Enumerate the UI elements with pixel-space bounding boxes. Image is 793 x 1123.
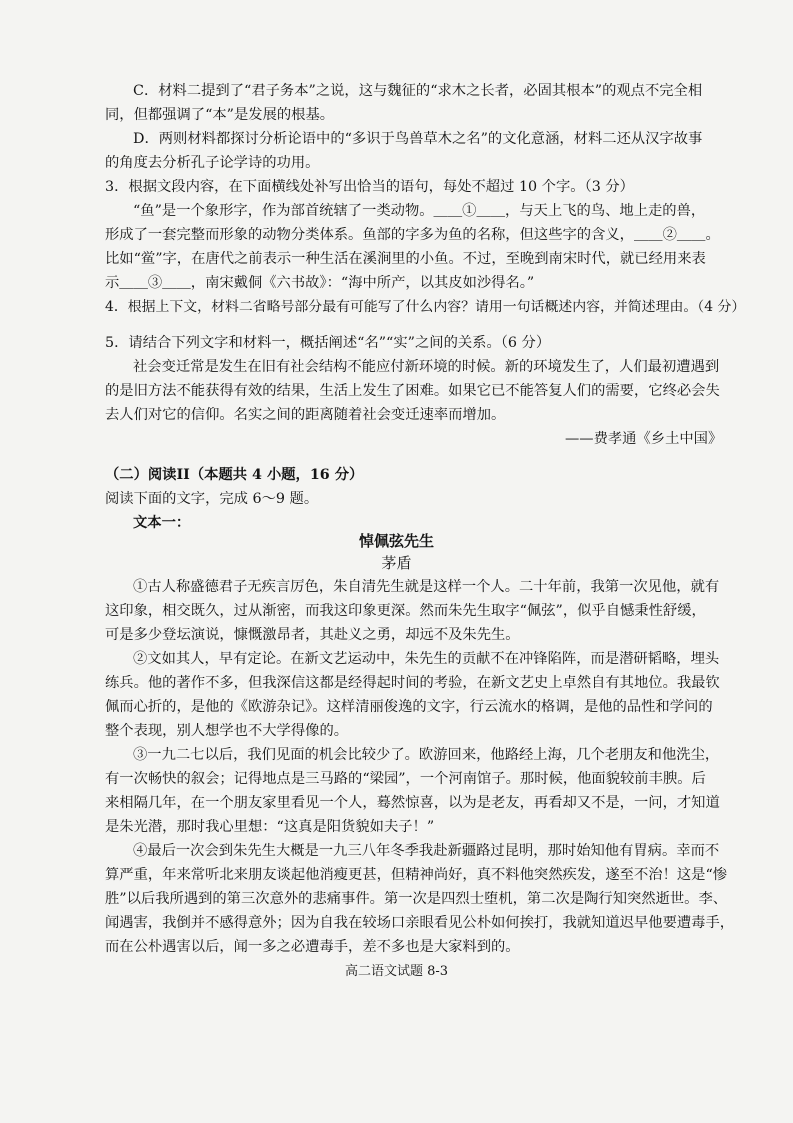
question-5: 5．请结合下列文字和材料一，概括阐述“名”“实”之间的关系。（6 分） [105, 335, 551, 351]
q5-quote-line3: 去人们对它的信仰。名实之间的距离随着社会变迁速率而增加。 [105, 407, 506, 423]
essay-p2-line1: ②文如其人，早有定论。在新文艺运动中，朱先生的贡献不在冲锋陷阵，而是潜研韬略，埋头 [133, 651, 720, 667]
q3-passage-line2: 形成了一套完整而形象的动物分类体系。鱼部的字多为鱼的名称，但这些字的含义，＿＿②＿＿。 [105, 227, 720, 243]
text-1-label: 文本一： [133, 515, 191, 531]
essay-p4-line3: 胜”以后我所遇到的第三次意外的悲痛事件。第一次是四烈士堕机，第二次是陶行知突然逝世。李、 [105, 891, 728, 907]
essay-title: 悼佩弦先生 [358, 532, 434, 550]
q3-passage-line3: 比如“鲎”字，在唐代之前表示一种生活在溪涧里的小鱼。不过，至晚到南宋时代，就已经用来表 [105, 251, 706, 267]
essay-p4-line4: 闻遇害，我倒并不感得意外；因为自我在较场口亲眼看见公朴如何挨打，我就知道迟早他要遭毒手， [105, 915, 735, 931]
option-c-line1: C．材料二提到了“君子务本”之说，这与魏征的“求木之长者，必固其根本”的观点不完全相 [133, 83, 703, 99]
essay-p4-line1: ④最后一次会到朱先生大概是一九三八年冬季我赴新疆路过昆明，那时始知他有胃病。幸而不 [133, 843, 720, 859]
q3-passage-line4: 示＿＿③＿＿，南宋戴侗《六书故》：“海中所产，以其皮如沙得名。” [105, 275, 535, 291]
essay-p3-line1: ③一九二七以后，我们见面的机会比较少了。欧游回来，他路经上海，几个老朋友和他洗尘， [133, 747, 720, 763]
section-2-heading: （二）阅读II（本题共 4 小题，16 分） [105, 467, 364, 483]
essay-p1-line1: ①古人称盛德君子无疾言厉色，朱自清先生就是这样一个人。二十年前，我第一次见他，就有 [133, 579, 720, 595]
essay-p2-line3: 佩而心折的，是他的《欧游杂记》。这样清丽俊逸的文字，行云流水的格调，是他的品性和学问的 [105, 699, 713, 715]
essay-p4-line2: 算严重，年来常听北来朋友谈起他消瘦更甚，但精神尚好，真不料他突然疾发，遂至不治！这是“惨 [105, 867, 728, 883]
essay-p3-line2: 有一次畅快的叙会；记得地点是三马路的“梁园”，一个河南馆子。那时候，他面貌较前丰腴。后 [105, 771, 706, 787]
essay-p4-line5: 而在公朴遇害以后，闻一多之必遭毒手，差不多也是大家料到的。 [105, 939, 520, 955]
essay-p3-line4: 是朱光潜，那时我心里想：“这真是阳货貌如夫子！” [105, 819, 435, 835]
option-c-line2: 同，但都强调了“本”是发展的根基。 [105, 107, 335, 123]
question-4: 4．根据上下文，材料二省略号部分最有可能写了什么内容？请用一句话概述内容，并简述理由。（4 分） [105, 299, 746, 315]
option-d-line1: D．两则材料都探讨分析论语中的“多识于鸟兽草木之名”的文化意涵，材料二还从汉字故事 [133, 131, 703, 147]
essay-p2-line2: 练兵。他的著作不多，但我深信这都是经得起时间的考验，在新文艺史上卓然自有其地位。我最钦 [105, 675, 720, 691]
essay-p2-line4: 整个表现，别人想学也不大学得像的。 [105, 723, 349, 739]
q5-quote-line2: 的是旧方法不能获得有效的结果，生活上发生了困难。如果它已不能答复人们的需要，它终必会失 [105, 383, 720, 399]
question-3: 3．根据文段内容，在下面横线处补写出恰当的语句，每处不超过 10 个字。（3 分） [105, 179, 634, 195]
q5-quote-source: ——费孝通《乡土中国》 [565, 431, 723, 447]
essay-p3-line3: 来相隔几年，在一个朋友家里看见一个人，蓦然惊喜，以为是老友，再看却又不是，一问，才知道 [105, 795, 720, 811]
section-2-instruction: 阅读下面的文字，完成 6～9 题。 [105, 491, 319, 507]
essay-author: 茅盾 [381, 554, 412, 572]
essay-p1-line3: 可是多少登坛演说，慷慨激昂者，其赴义之勇，却远不及朱先生。 [105, 627, 520, 643]
q5-quote-line1: 社会变迁常是发生在旧有社会结构不能应付新环境的时候。新的环境发生了，人们最初遭遇到 [133, 359, 720, 375]
q3-passage-line1: “鱼”是一个象形字，作为部首统辖了一类动物。＿＿①＿＿，与天上飞的鸟、地上走的兽， [133, 203, 706, 219]
option-d-line2: 的角度去分析孔子论学诗的功用。 [105, 155, 320, 171]
page-footer: 高二语文试题 8-3 [344, 964, 449, 979]
essay-p1-line2: 这印象，相交既久，过从渐密，而我这印象更深。然而朱先生取字“佩弦”，似乎自憾秉性舒缓， [105, 603, 706, 619]
